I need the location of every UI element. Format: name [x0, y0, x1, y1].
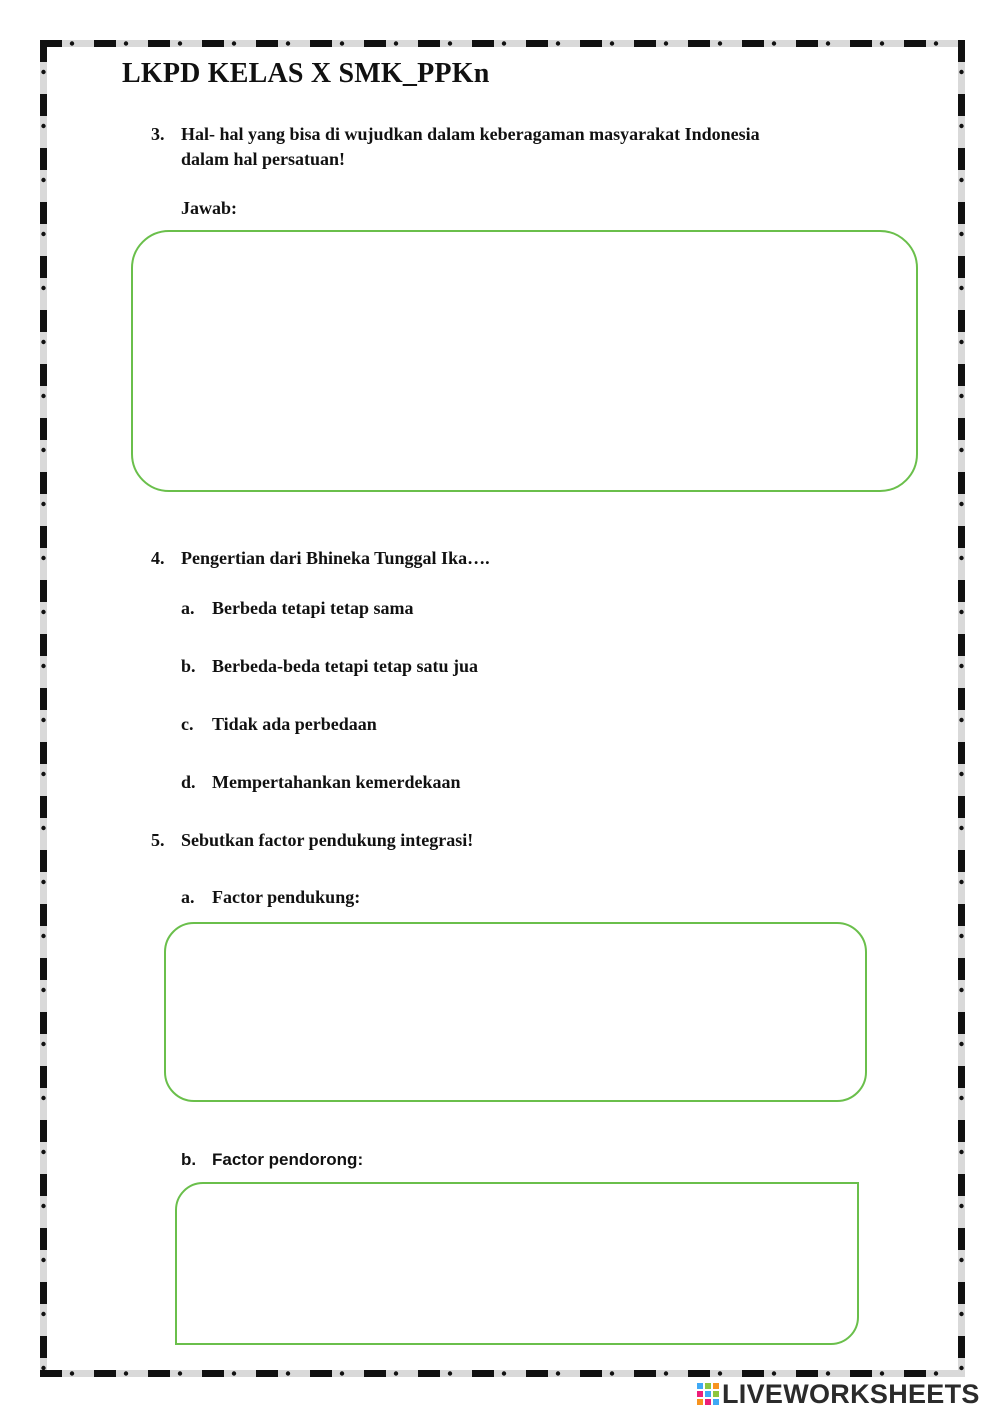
question-text: Sebutkan factor pendukung integrasi!	[181, 830, 474, 850]
option-text: Berbeda-beda tetapi tetap satu jua	[212, 656, 478, 676]
option-text: Berbeda tetapi tetap sama	[212, 598, 414, 618]
watermark-text: LIVEWORKSHEETS	[722, 1378, 980, 1409]
option-letter: c.	[181, 714, 194, 734]
liveworksheets-logo-icon	[697, 1383, 719, 1405]
option-letter: d.	[181, 772, 196, 792]
q3-answer-input[interactable]	[133, 232, 916, 490]
question-text-line2: dalam hal persatuan!	[181, 149, 346, 169]
part-text: Factor pendorong:	[212, 1150, 364, 1169]
part-letter: b.	[181, 1150, 197, 1169]
liveworksheets-watermark	[697, 1377, 980, 1411]
part-letter: a.	[181, 887, 195, 907]
answer-label: Jawab:	[181, 198, 238, 218]
question-number: 5.	[151, 830, 165, 850]
question-number: 4.	[151, 548, 165, 568]
part-text: Factor pendukung:	[212, 887, 361, 907]
question-number: 3.	[151, 124, 165, 144]
q5b-answer-input[interactable]	[177, 1184, 857, 1343]
option-letter: b.	[181, 656, 196, 676]
option-text: Tidak ada perbedaan	[212, 714, 377, 734]
q3-answer-box[interactable]	[131, 230, 918, 492]
q5b-answer-box[interactable]	[175, 1182, 859, 1345]
option-letter: a.	[181, 598, 195, 618]
q5a-answer-input[interactable]	[166, 924, 865, 1100]
q5a-answer-box[interactable]	[164, 922, 867, 1102]
worksheet-title: LKPD KELAS X SMK_PPKn	[122, 58, 490, 89]
option-text: Mempertahankan kemerdekaan	[212, 772, 461, 792]
question-text-line1: Hal- hal yang bisa di wujudkan dalam keberagaman masyarakat Indonesia	[181, 124, 760, 144]
question-text: Pengertian dari Bhineka Tunggal Ika….	[181, 548, 490, 568]
